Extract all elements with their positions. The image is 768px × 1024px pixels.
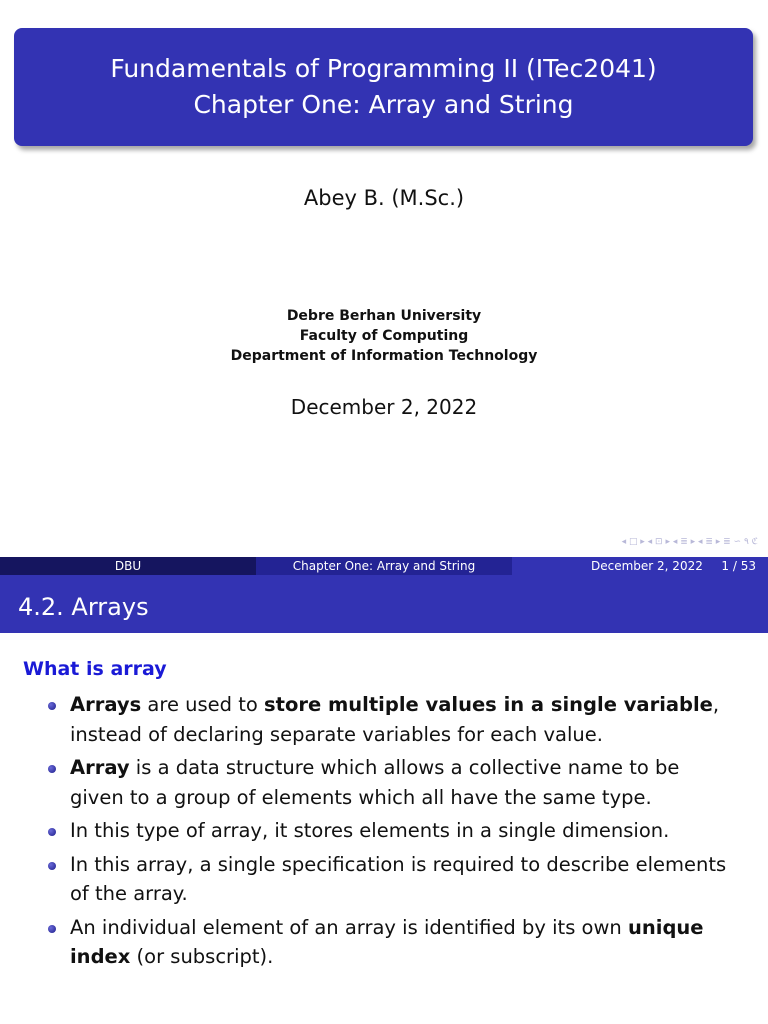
text: In this array, a single specification is required to describe elements of the array. bbox=[70, 852, 727, 905]
bullet-icon bbox=[48, 765, 56, 773]
faculty-name: Faculty of Computing bbox=[299, 328, 469, 344]
bold-text: Array bbox=[70, 756, 130, 779]
university-name: Debre Berhan University bbox=[286, 308, 482, 324]
presentation-title: Fundamentals of Programming II (ITec2041) bbox=[110, 54, 657, 83]
footline-date: December 2, 2022 bbox=[591, 559, 703, 573]
bullet-icon bbox=[48, 862, 56, 870]
text: In this type of array, it stores elements in a single dimension. bbox=[70, 819, 670, 842]
presentation-date: December 2, 2022 bbox=[290, 395, 478, 419]
bold-text: Arrays bbox=[70, 693, 142, 716]
footline-right bbox=[512, 557, 768, 575]
bold-text: unique index bbox=[70, 915, 704, 968]
bullet-list bbox=[0, 690, 768, 976]
footline-short-institute: DBU bbox=[0, 557, 256, 575]
frame-title: 4.2. Arrays bbox=[0, 575, 768, 633]
department-name: Department of Information Technology bbox=[230, 348, 538, 364]
beamer-navigation-icons[interactable]: ◂ □ ▸ ◂ ⊡ ▸ ◂ ≣ ▸ ◂ ≣ ▸ ≣ ∽ ۹ ℭ bbox=[621, 537, 758, 547]
footline-short-title: Chapter One: Array and String bbox=[256, 557, 512, 575]
title-box bbox=[14, 28, 753, 146]
block-title: What is array bbox=[23, 658, 167, 680]
list-item bbox=[0, 690, 768, 749]
footline bbox=[0, 557, 768, 575]
footline-page-number: 1 / 53 bbox=[721, 559, 756, 573]
author: Abey B. (M.Sc.) bbox=[303, 186, 465, 210]
bullet-icon bbox=[48, 828, 56, 836]
presentation-subtitle: Chapter One: Array and String bbox=[193, 90, 574, 119]
text: is a data structure which allows a collective name to be given to a group of elements which all have the same type. bbox=[70, 756, 680, 809]
list-item bbox=[0, 913, 768, 972]
text: An individual element of an array is identified by its own bbox=[70, 915, 628, 939]
text: (or subscript). bbox=[130, 945, 274, 968]
bullet-icon bbox=[48, 925, 56, 933]
text: , instead of declaring separate variables for each value. bbox=[70, 693, 720, 746]
institution-block bbox=[0, 306, 768, 366]
list-item bbox=[0, 753, 768, 812]
bullet-icon bbox=[48, 702, 56, 710]
list-item bbox=[0, 816, 768, 846]
text: are used to bbox=[141, 693, 265, 716]
list-item bbox=[0, 850, 768, 909]
bold-text: store multiple values in a single variable bbox=[264, 693, 713, 716]
